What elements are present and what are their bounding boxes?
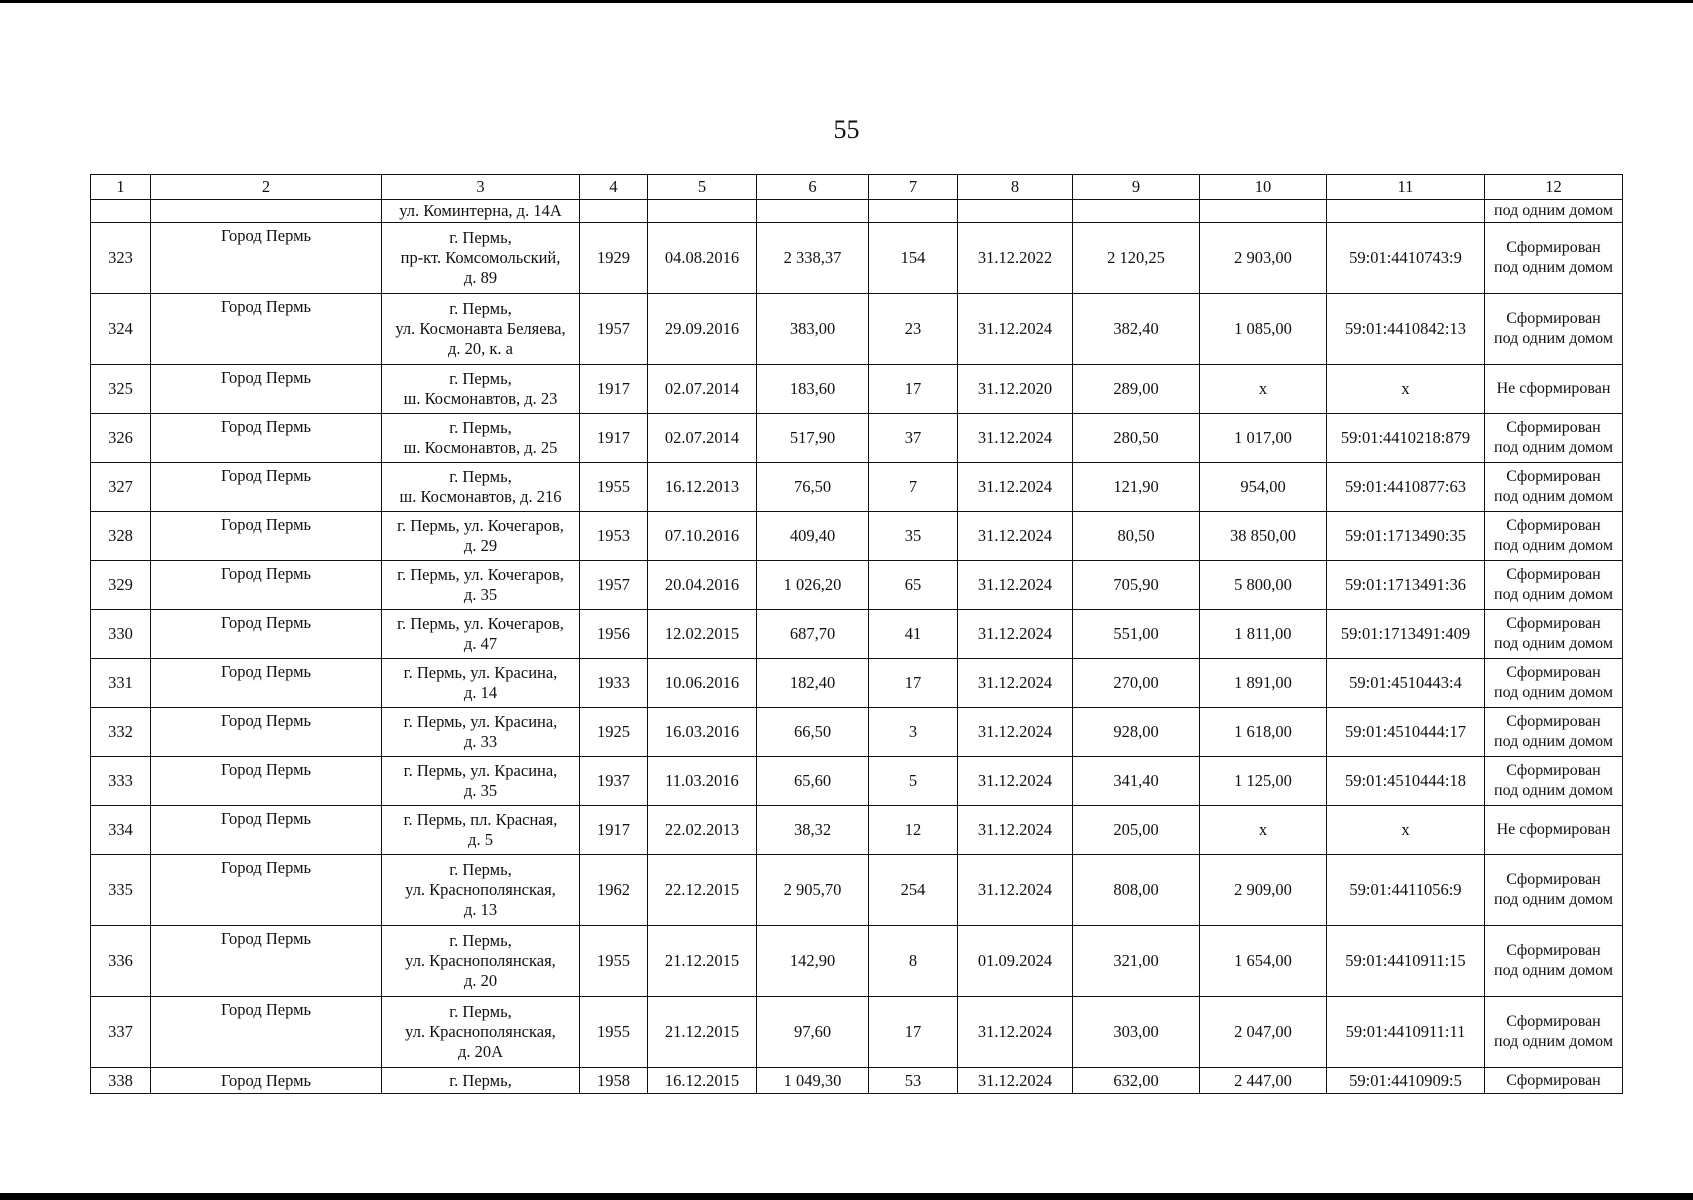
column-header: 10 — [1200, 175, 1327, 200]
status-cell: Сформирован под одним домом — [1485, 463, 1623, 512]
year-cell: 1957 — [580, 294, 648, 365]
status-cell: Сформирован под одним домом — [1485, 512, 1623, 561]
cadastral-number-cell: x — [1327, 806, 1485, 855]
column-header: 2 — [151, 175, 382, 200]
row-number-cell: 323 — [91, 223, 151, 294]
value-cell: 303,00 — [1073, 997, 1200, 1068]
value-cell: 1 017,00 — [1200, 414, 1327, 463]
row-number-cell: 338 — [91, 1068, 151, 1094]
residents-cell: 3 — [869, 708, 958, 757]
value-cell: 1 085,00 — [1200, 294, 1327, 365]
table-body — [91, 175, 1623, 1094]
municipality-cell: Город Пермь — [151, 659, 382, 708]
value-cell: 270,00 — [1073, 659, 1200, 708]
cadastral-number-cell: 59:01:4411056:9 — [1327, 855, 1485, 926]
year-cell: 1925 — [580, 708, 648, 757]
status-cell: Сформирован под одним домом — [1485, 855, 1623, 926]
value-cell: 954,00 — [1200, 463, 1327, 512]
value-cell: 1 891,00 — [1200, 659, 1327, 708]
continuation-row — [91, 200, 1623, 223]
date-cell: 07.10.2016 — [648, 512, 757, 561]
value-cell: 808,00 — [1073, 855, 1200, 926]
status-cell: Не сформирован — [1485, 806, 1623, 855]
value-cell: 2 903,00 — [1200, 223, 1327, 294]
status-cell: Сформирован под одним домом — [1485, 414, 1623, 463]
column-header: 8 — [958, 175, 1073, 200]
column-header: 9 — [1073, 175, 1200, 200]
residents-cell: 17 — [869, 659, 958, 708]
row-number-cell: 332 — [91, 708, 151, 757]
cadastral-number-cell: 59:01:4510444:18 — [1327, 757, 1485, 806]
column-header: 11 — [1327, 175, 1485, 200]
address-cell: г. Пермь, ул. Красина, д. 35 — [382, 757, 580, 806]
year-cell: 1955 — [580, 997, 648, 1068]
area-cell: 2 338,37 — [757, 223, 869, 294]
cadastral-number-cell: 59:01:1713491:409 — [1327, 610, 1485, 659]
cadastral-number-cell: 59:01:1713490:35 — [1327, 512, 1485, 561]
municipality-cell: Город Пермь — [151, 757, 382, 806]
deadline-cell: 31.12.2024 — [958, 294, 1073, 365]
value-cell: 321,00 — [1073, 926, 1200, 997]
year-cell: 1937 — [580, 757, 648, 806]
date-cell: 10.06.2016 — [648, 659, 757, 708]
column-header: 5 — [648, 175, 757, 200]
area-cell: 1 049,30 — [757, 1068, 869, 1094]
status-cell: Сформирован под одним домом — [1485, 610, 1623, 659]
cadastral-number-cell: 59:01:4410911:15 — [1327, 926, 1485, 997]
value-cell: 280,50 — [1073, 414, 1200, 463]
row-number-cell: 336 — [91, 926, 151, 997]
table-cell — [757, 200, 869, 223]
bottom-border-line — [0, 1193, 1693, 1200]
table-row — [91, 997, 1623, 1068]
table-cell — [1327, 200, 1485, 223]
row-number-cell: 324 — [91, 294, 151, 365]
status-cell: Сформирован под одним домом — [1485, 223, 1623, 294]
table-row — [91, 223, 1623, 294]
status-cell: Сформирован под одним домом — [1485, 997, 1623, 1068]
municipality-cell: Город Пермь — [151, 708, 382, 757]
status-cell: под одним домом — [1485, 200, 1623, 223]
deadline-cell: 31.12.2024 — [958, 512, 1073, 561]
residents-cell: 154 — [869, 223, 958, 294]
value-cell: 205,00 — [1073, 806, 1200, 855]
address-cell: г. Пермь, ул. Красина, д. 33 — [382, 708, 580, 757]
table-row — [91, 610, 1623, 659]
column-header: 1 — [91, 175, 151, 200]
table-row — [91, 414, 1623, 463]
municipality-cell: Город Пермь — [151, 463, 382, 512]
address-cell: г. Пермь, ш. Космонавтов, д. 216 — [382, 463, 580, 512]
cadastral-number-cell: 59:01:4410218:879 — [1327, 414, 1485, 463]
deadline-cell: 31.12.2024 — [958, 708, 1073, 757]
status-cell: Сформирован под одним домом — [1485, 659, 1623, 708]
municipality-cell: Город Пермь — [151, 561, 382, 610]
table-row — [91, 294, 1623, 365]
deadline-cell: 31.12.2024 — [958, 659, 1073, 708]
year-cell: 1956 — [580, 610, 648, 659]
value-cell: 2 047,00 — [1200, 997, 1327, 1068]
area-cell: 38,32 — [757, 806, 869, 855]
deadline-cell: 31.12.2024 — [958, 806, 1073, 855]
date-cell: 21.12.2015 — [648, 926, 757, 997]
area-cell: 97,60 — [757, 997, 869, 1068]
municipality-cell: Город Пермь — [151, 855, 382, 926]
deadline-cell: 31.12.2024 — [958, 610, 1073, 659]
table-row — [91, 463, 1623, 512]
table-cell — [91, 200, 151, 223]
municipality-cell: Город Пермь — [151, 294, 382, 365]
page-number: 55 — [833, 115, 860, 144]
table-row — [91, 855, 1623, 926]
area-cell: 66,50 — [757, 708, 869, 757]
year-cell: 1955 — [580, 926, 648, 997]
cadastral-number-cell: 59:01:4410842:13 — [1327, 294, 1485, 365]
value-cell: 551,00 — [1073, 610, 1200, 659]
municipality-cell: Город Пермь — [151, 365, 382, 414]
area-cell: 409,40 — [757, 512, 869, 561]
table-cell — [869, 200, 958, 223]
top-border-line — [0, 0, 1693, 3]
status-cell: Сформирован под одним домом — [1485, 561, 1623, 610]
cadastral-number-cell: 59:01:4410911:11 — [1327, 997, 1485, 1068]
date-cell: 16.03.2016 — [648, 708, 757, 757]
value-cell: 632,00 — [1073, 1068, 1200, 1094]
cadastral-number-cell: 59:01:4410743:9 — [1327, 223, 1485, 294]
value-cell: 1 618,00 — [1200, 708, 1327, 757]
year-cell: 1929 — [580, 223, 648, 294]
year-cell: 1933 — [580, 659, 648, 708]
address-cell: г. Пермь, пл. Красная, д. 5 — [382, 806, 580, 855]
row-number-cell: 327 — [91, 463, 151, 512]
value-cell: x — [1200, 806, 1327, 855]
row-number-cell: 325 — [91, 365, 151, 414]
table-row — [91, 365, 1623, 414]
deadline-cell: 31.12.2024 — [958, 855, 1073, 926]
deadline-cell: 31.12.2020 — [958, 365, 1073, 414]
year-cell: 1958 — [580, 1068, 648, 1094]
value-cell: 1 654,00 — [1200, 926, 1327, 997]
value-cell: 121,90 — [1073, 463, 1200, 512]
residents-cell: 17 — [869, 365, 958, 414]
status-cell: Сформирован под одним домом — [1485, 757, 1623, 806]
year-cell: 1953 — [580, 512, 648, 561]
cadastral-number-cell: 59:01:4510444:17 — [1327, 708, 1485, 757]
value-cell: 1 125,00 — [1200, 757, 1327, 806]
area-cell: 183,60 — [757, 365, 869, 414]
municipality-cell: Город Пермь — [151, 806, 382, 855]
deadline-cell: 31.12.2024 — [958, 1068, 1073, 1094]
residents-cell: 65 — [869, 561, 958, 610]
date-cell: 02.07.2014 — [648, 414, 757, 463]
status-cell: Сформирован под одним домом — [1485, 294, 1623, 365]
municipality-cell: Город Пермь — [151, 926, 382, 997]
area-cell: 383,00 — [757, 294, 869, 365]
address-cell: г. Пермь, ул. Краснополянская, д. 20 — [382, 926, 580, 997]
address-cell: г. Пермь, ш. Космонавтов, д. 25 — [382, 414, 580, 463]
column-header: 6 — [757, 175, 869, 200]
row-number-cell: 335 — [91, 855, 151, 926]
address-cell: г. Пермь, ул. Космонавта Беляева, д. 20, к. а — [382, 294, 580, 365]
status-cell: Сформирован под одним домом — [1485, 926, 1623, 997]
value-cell: 341,40 — [1073, 757, 1200, 806]
value-cell: x — [1200, 365, 1327, 414]
date-cell: 20.04.2016 — [648, 561, 757, 610]
table-row — [91, 806, 1623, 855]
table-cell — [958, 200, 1073, 223]
row-number-cell: 334 — [91, 806, 151, 855]
row-number-cell: 333 — [91, 757, 151, 806]
cadastral-number-cell: 59:01:4510443:4 — [1327, 659, 1485, 708]
date-cell: 12.02.2015 — [648, 610, 757, 659]
table-row — [91, 926, 1623, 997]
area-cell: 2 905,70 — [757, 855, 869, 926]
address-cell: г. Пермь, ул. Кочегаров, д. 35 — [382, 561, 580, 610]
cadastral-number-cell: x — [1327, 365, 1485, 414]
table-row — [91, 757, 1623, 806]
date-cell: 22.12.2015 — [648, 855, 757, 926]
residents-cell: 8 — [869, 926, 958, 997]
municipality-cell: Город Пермь — [151, 997, 382, 1068]
address-cell: г. Пермь, пр-кт. Комсомольский, д. 89 — [382, 223, 580, 294]
value-cell: 382,40 — [1073, 294, 1200, 365]
residents-cell: 5 — [869, 757, 958, 806]
address-cell: ул. Коминтерна, д. 14А — [382, 200, 580, 223]
deadline-cell: 31.12.2022 — [958, 223, 1073, 294]
cadastral-number-cell: 59:01:1713491:36 — [1327, 561, 1485, 610]
municipality-cell: Город Пермь — [151, 512, 382, 561]
table-row — [91, 659, 1623, 708]
residents-cell: 37 — [869, 414, 958, 463]
row-number-cell: 329 — [91, 561, 151, 610]
date-cell: 29.09.2016 — [648, 294, 757, 365]
table-cell — [648, 200, 757, 223]
residents-cell: 7 — [869, 463, 958, 512]
column-header: 7 — [869, 175, 958, 200]
residents-cell: 35 — [869, 512, 958, 561]
date-cell: 22.02.2013 — [648, 806, 757, 855]
address-cell: г. Пермь, ул. Кочегаров, д. 47 — [382, 610, 580, 659]
row-number-cell: 331 — [91, 659, 151, 708]
value-cell: 2 909,00 — [1200, 855, 1327, 926]
column-number-header-row — [91, 175, 1623, 200]
deadline-cell: 01.09.2024 — [958, 926, 1073, 997]
year-cell: 1957 — [580, 561, 648, 610]
column-header: 4 — [580, 175, 648, 200]
value-cell: 289,00 — [1073, 365, 1200, 414]
value-cell: 2 120,25 — [1073, 223, 1200, 294]
address-cell: г. Пермь, ул. Краснополянская, д. 20А — [382, 997, 580, 1068]
residents-cell: 17 — [869, 997, 958, 1068]
value-cell: 80,50 — [1073, 512, 1200, 561]
value-cell: 705,90 — [1073, 561, 1200, 610]
column-header: 3 — [382, 175, 580, 200]
value-cell: 38 850,00 — [1200, 512, 1327, 561]
date-cell: 04.08.2016 — [648, 223, 757, 294]
row-number-cell: 330 — [91, 610, 151, 659]
table-row — [91, 512, 1623, 561]
area-cell: 65,60 — [757, 757, 869, 806]
date-cell: 16.12.2013 — [648, 463, 757, 512]
row-number-cell: 328 — [91, 512, 151, 561]
date-cell: 02.07.2014 — [648, 365, 757, 414]
deadline-cell: 31.12.2024 — [958, 757, 1073, 806]
area-cell: 142,90 — [757, 926, 869, 997]
municipality-cell: Город Пермь — [151, 223, 382, 294]
year-cell: 1955 — [580, 463, 648, 512]
municipality-cell: Город Пермь — [151, 414, 382, 463]
status-cell: Сформирован — [1485, 1068, 1623, 1094]
area-cell: 76,50 — [757, 463, 869, 512]
deadline-cell: 31.12.2024 — [958, 997, 1073, 1068]
table-row — [91, 1068, 1623, 1094]
table-cell — [580, 200, 648, 223]
status-cell: Сформирован под одним домом — [1485, 708, 1623, 757]
housing-registry-table — [90, 174, 1623, 1094]
status-cell: Не сформирован — [1485, 365, 1623, 414]
column-header: 12 — [1485, 175, 1623, 200]
cadastral-number-cell: 59:01:4410909:5 — [1327, 1068, 1485, 1094]
value-cell: 2 447,00 — [1200, 1068, 1327, 1094]
deadline-cell: 31.12.2024 — [958, 463, 1073, 512]
date-cell: 21.12.2015 — [648, 997, 757, 1068]
deadline-cell: 31.12.2024 — [958, 414, 1073, 463]
year-cell: 1917 — [580, 806, 648, 855]
address-cell: г. Пермь, ул. Кочегаров, д. 29 — [382, 512, 580, 561]
area-cell: 1 026,20 — [757, 561, 869, 610]
deadline-cell: 31.12.2024 — [958, 561, 1073, 610]
table-row — [91, 708, 1623, 757]
row-number-cell: 337 — [91, 997, 151, 1068]
residents-cell: 53 — [869, 1068, 958, 1094]
residents-cell: 23 — [869, 294, 958, 365]
municipality-cell: Город Пермь — [151, 1068, 382, 1094]
date-cell: 11.03.2016 — [648, 757, 757, 806]
address-cell: г. Пермь, ул. Красина, д. 14 — [382, 659, 580, 708]
year-cell: 1962 — [580, 855, 648, 926]
municipality-cell: Город Пермь — [151, 610, 382, 659]
residents-cell: 12 — [869, 806, 958, 855]
table-cell — [151, 200, 382, 223]
table-row — [91, 561, 1623, 610]
year-cell: 1917 — [580, 365, 648, 414]
address-cell: г. Пермь, ш. Космонавтов, д. 23 — [382, 365, 580, 414]
address-cell: г. Пермь, ул. Краснополянская, д. 13 — [382, 855, 580, 926]
table-cell — [1200, 200, 1327, 223]
value-cell: 928,00 — [1073, 708, 1200, 757]
residents-cell: 41 — [869, 610, 958, 659]
area-cell: 687,70 — [757, 610, 869, 659]
area-cell: 517,90 — [757, 414, 869, 463]
address-cell: г. Пермь, — [382, 1068, 580, 1094]
row-number-cell: 326 — [91, 414, 151, 463]
date-cell: 16.12.2015 — [648, 1068, 757, 1094]
value-cell: 1 811,00 — [1200, 610, 1327, 659]
area-cell: 182,40 — [757, 659, 869, 708]
year-cell: 1917 — [580, 414, 648, 463]
table-cell — [1073, 200, 1200, 223]
cadastral-number-cell: 59:01:4410877:63 — [1327, 463, 1485, 512]
value-cell: 5 800,00 — [1200, 561, 1327, 610]
residents-cell: 254 — [869, 855, 958, 926]
